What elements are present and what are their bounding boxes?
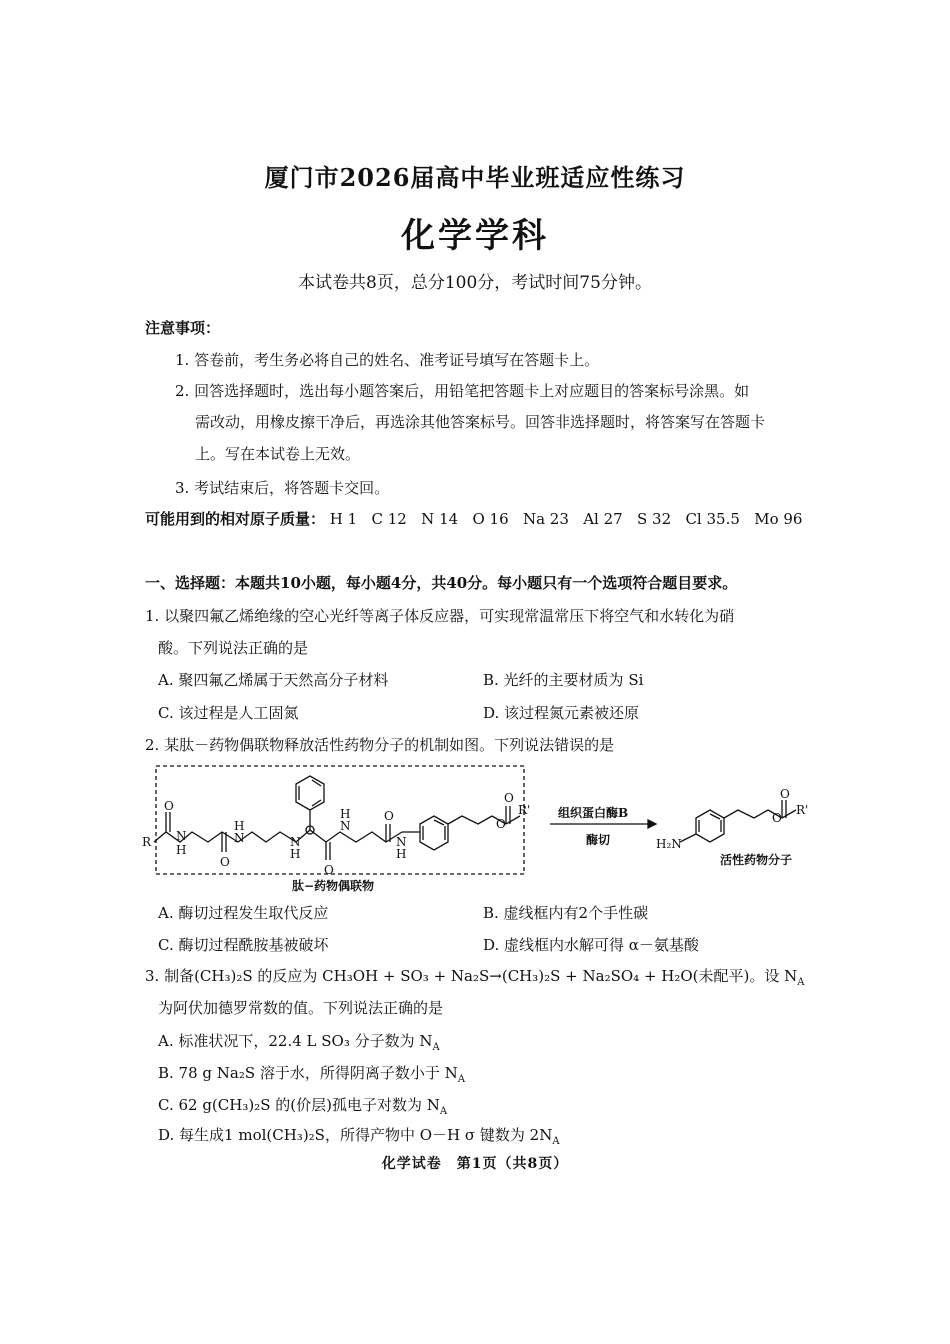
- r-prime-label: R': [518, 803, 531, 817]
- oxygen-label: O: [384, 809, 394, 823]
- subscript: A: [797, 977, 805, 988]
- mass-item: N 14: [421, 510, 459, 528]
- oxygen-label: O: [772, 811, 782, 825]
- q3-option-d-text: D. 每生成1 mol(CH₃)₂S，所得产物中 O－H σ 键数为 2N: [158, 1126, 553, 1144]
- subscript: A: [439, 1106, 448, 1117]
- q1-option-c: C. 该过程是人工固氮: [158, 704, 299, 722]
- q3-stem: [145, 966, 805, 993]
- atomic-masses: [145, 509, 802, 529]
- r-left-label: R: [142, 835, 152, 849]
- nitrogen-label: N: [176, 829, 187, 843]
- hydrogen-label: H: [234, 819, 245, 833]
- nitrogen-label: N: [340, 819, 351, 833]
- q2-stem: 2. 某肽－药物偶联物释放活性药物分子的机制如图。下列说法错误的是: [145, 736, 615, 754]
- mass-item: Na 23: [522, 510, 569, 528]
- q3-stem-cont: 为阿伏加德罗常数的值。下列说法正确的是: [158, 999, 444, 1017]
- q3-option-c-text: C. 62 g(CH₃)₂S 的(价层)孤电子对数为 N: [158, 1096, 440, 1114]
- subscript: A: [552, 1136, 560, 1147]
- note-item: 上。写在本试卷上无效。: [195, 445, 361, 463]
- subscript: A: [457, 1074, 466, 1085]
- hydrogen-label: H: [176, 843, 187, 857]
- subject-title: 化学学科: [401, 216, 549, 256]
- q3-option-d: [158, 1125, 560, 1152]
- subscript: A: [432, 1042, 440, 1053]
- oxygen-label: O: [496, 817, 506, 831]
- mass-item: O 16: [472, 510, 509, 528]
- nitrogen-label: N: [396, 835, 407, 849]
- amine-label: H₂N: [656, 837, 682, 851]
- oxygen-label: O: [220, 855, 230, 869]
- product-label: 活性药物分子: [720, 853, 793, 867]
- mass-item: Cl 35.5: [685, 510, 740, 528]
- notes-heading: 注意事项：: [145, 319, 221, 337]
- r-prime-label: R': [796, 803, 809, 817]
- mass-item: Mo 96: [754, 510, 803, 528]
- q3-option-a: [158, 1031, 440, 1058]
- q2-option-d: D. 虚线框内水解可得 α－氨基酸: [483, 936, 699, 954]
- oxygen-label: O: [324, 863, 334, 877]
- q1-option-a: A. 聚四氟乙烯属于天然高分子材料: [158, 671, 389, 689]
- mass-item: S 32: [637, 510, 672, 528]
- enzyme-label: 组织蛋白酶B: [558, 806, 629, 820]
- page-footer: 化学试卷 第1页（共8页）: [381, 1156, 569, 1172]
- q2-option-c: C. 酶切过程酰胺基被破坏: [158, 936, 329, 954]
- oxygen-label: O: [164, 799, 174, 813]
- q3-option-a-text: A. 标准状况下，22.4 L SO₃ 分子数为 N: [158, 1032, 433, 1050]
- q1-stem-cont: 酸。下列说法正确的是: [158, 639, 309, 657]
- mass-item: H 1: [329, 510, 358, 528]
- q3-option-b: [158, 1063, 465, 1090]
- q1-option-d: D. 该过程氮元素被还原: [483, 704, 640, 722]
- note-item: 3. 考试结束后，将答题卡交回。: [175, 479, 390, 497]
- hydrogen-label: H: [340, 807, 351, 821]
- exam-meta: 本试卷共8页，总分100分，考试时间75分钟。: [298, 273, 652, 293]
- q2-option-a: A. 酶切过程发生取代反应: [158, 904, 329, 922]
- reaction-diagram: [140, 762, 830, 897]
- masses-label: 可能用到的相对原子质量：: [145, 510, 326, 528]
- hydrogen-label: H: [290, 847, 301, 861]
- q3-stem-text: 3. 制备(CH₃)₂S 的反应为 CH₃OH + SO₃ + Na₂S→(CH₃)₂S + Na₂SO₄ + H₂O(未配平)。设 N: [145, 967, 798, 985]
- nitrogen-label: N: [234, 831, 245, 845]
- note-item: 1. 答卷前，考生务必将自己的姓名、准考证号填写在答题卡上。: [175, 351, 600, 369]
- cleavage-label: 酶切: [586, 833, 611, 847]
- q1-stem: 1. 以聚四氟乙烯绝缘的空心光纤等离子体反应器，可实现常温常压下将空气和水转化为硝: [145, 607, 735, 625]
- q1-option-b: B. 光纤的主要材质为 Si: [483, 671, 644, 689]
- exam-title: 厦门市2026届高中毕业班适应性练习: [264, 163, 686, 192]
- oxygen-label: O: [780, 787, 790, 801]
- mass-item: Al 27: [583, 510, 623, 528]
- section-heading: 一、选择题：本题共10小题，每小题4分，共40分。每小题只有一个选项符合题目要求。: [145, 574, 738, 592]
- q2-option-b: B. 虚线框内有2个手性碳: [483, 904, 649, 922]
- note-item: 2. 回答选择题时，选出每小题答案后，用铅笔把答题卡上对应题目的答案标号涂黑。如: [175, 382, 750, 400]
- q3-option-b-text: B. 78 g Na₂S 溶于水，所得阴离子数小于 N: [158, 1064, 458, 1082]
- conjugate-label: 肽−药物偶联物: [292, 879, 375, 893]
- hydrogen-label: H: [396, 847, 407, 861]
- note-item: 需改动，用橡皮擦干净后，再选涂其他答案标号。回答非选择题时，将答案写在答题卡: [195, 413, 766, 431]
- nitrogen-label: N: [290, 835, 301, 849]
- mass-item: C 12: [371, 510, 407, 528]
- q3-option-c: [158, 1095, 447, 1122]
- oxygen-label: O: [504, 791, 514, 805]
